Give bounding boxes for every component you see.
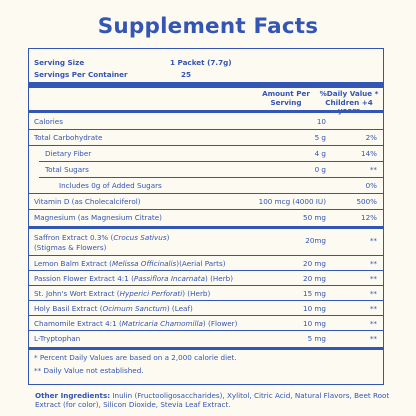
section-divider — [29, 226, 383, 229]
serving-size-label: Serving Size — [34, 58, 85, 67]
servings-per-container-value: 25 — [181, 70, 192, 79]
footnote-daily-values: * Percent Daily Values are based on a 2,000 calorie diet. — [34, 353, 237, 362]
row-divider — [29, 285, 383, 286]
servings-per-container-label: Servings Per Container — [34, 70, 128, 79]
row-divider — [29, 270, 383, 271]
row-divider — [39, 177, 383, 178]
amount-header — [251, 90, 321, 107]
row-divider — [29, 145, 383, 146]
serving-size-value: 1 Packet (7.7g) — [170, 58, 232, 67]
dv-header-line2: Children +4 — [325, 97, 373, 107]
amount-header-line1: Amount Per — [262, 89, 310, 98]
row-divider — [29, 315, 383, 316]
supplement-facts-panel: Serving Size 1 Packet (7.7g) Servings Per Container 25 Amount Per Serving %Daily Value * Children +4 Calories 10 Total Carbohydrate 5 g 2% Dietary Fiber 4 g 14% Total Sugars 0 g ** Includes 0g of Added Sugars 0% Vitamin D (as Cholecalciferol) 100 mcg (4000 IU) 500% Magnesium (as Magnesium Citrate) 50 mg 12% Saffron Extract 0.3% (Crocus Sativus) (Stigmas & Flowers) 20mg ** Lemon Balm Extract (Melissa Officinalis)(Aerial Parts) 20 mg ** Passion Flower Extract 4:1 (Passiflora Incarnata) (Herb) 20 mg ** St. John's Wort Extract (Hyperici Perforati) (Herb) 15 mg ** Holy Basil Extract (Ocimum Sanctum) (Leaf) 10 mg ** Chamomile Extract 4:1 (Matricaria Chamomilla) (Flower) 10 mg ** L-Tryptophan 5 mg ** * Percent Daily Values are based on a 2,000 calorie diet. ** Daily Value not established. — [28, 48, 384, 385]
other-ingredients — [35, 391, 395, 409]
row-divider — [39, 161, 383, 162]
other-ingredients-text: Inulin (Fructooligosaccharides), Xylitol, Citric Acid, Natural Flavors, Beet Root Extract (for color), Silicon Dioxide, Stevia Leaf Extract. — [35, 391, 390, 409]
row-divider — [29, 209, 383, 210]
row-divider — [29, 300, 383, 301]
amount-header-line2: Serving — [270, 97, 302, 107]
row-divider — [29, 129, 383, 130]
dv-header-line1: %Daily Value * — [319, 89, 379, 98]
page-title: Supplement Facts — [97, 14, 319, 39]
row-divider — [29, 255, 383, 256]
thick-divider — [29, 82, 383, 88]
footnote-not-established: ** Daily Value not established. — [34, 366, 144, 375]
header-divider — [29, 110, 383, 113]
footnote-divider — [29, 347, 383, 350]
row-divider — [29, 330, 383, 331]
other-ingredients-label: Other Ingredients: — [35, 391, 111, 400]
row-divider — [29, 193, 383, 194]
